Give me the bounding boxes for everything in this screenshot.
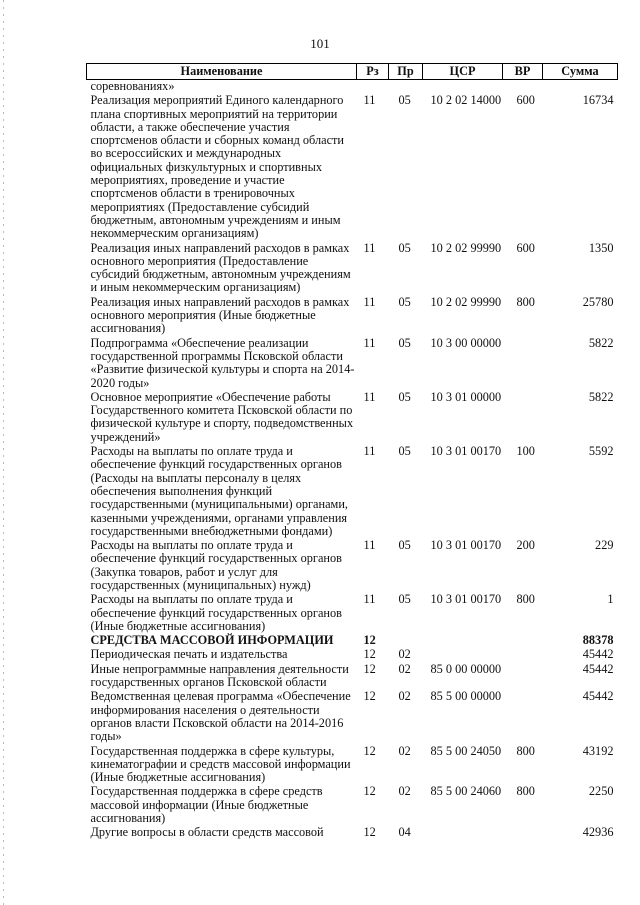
cell-sum	[543, 80, 618, 95]
cell-csr: 10 3 01 00170	[430, 538, 502, 553]
cell-rz: 11	[363, 389, 376, 404]
scan-edge	[3, 0, 4, 905]
cell-vr: 800	[516, 592, 535, 607]
cell-vr: 600	[516, 93, 535, 108]
cell-sum: 1350	[588, 240, 614, 255]
header-pr: Пр	[389, 64, 423, 80]
cell-pr: 05	[398, 389, 411, 404]
cell-sum: 45442	[582, 689, 614, 704]
cell-rz: 12	[363, 689, 376, 704]
cell-csr: 10 3 01 00000	[430, 389, 502, 404]
table-row	[87, 242, 618, 296]
cell-vr	[503, 391, 543, 445]
cell-name: Расходы на выплаты по оплате труда и обеспечение функций государственных органов (Закупка товаров, работ и услуг для государственных (муниципальных) нужд)	[90, 538, 342, 592]
cell-rz: 11	[363, 240, 376, 255]
table-row	[87, 826, 618, 840]
cell-pr	[389, 80, 423, 95]
table-row	[87, 296, 618, 337]
cell-name: соревнованиях»	[90, 79, 175, 93]
header-sum: Сумма	[543, 64, 618, 80]
cell-vr	[503, 648, 543, 662]
cell-rz: 11	[363, 93, 376, 108]
cell-name: Реализация иных направлений расходов в рамках основного мероприятия (Предоставление субсидий бюджетным, автономным учреждениям и иным некоммерческим организациям)	[90, 240, 351, 295]
cell-csr	[423, 634, 503, 648]
table-row	[87, 94, 618, 241]
cell-pr: 02	[398, 647, 411, 662]
cell-sum: 5592	[588, 444, 614, 459]
cell-sum: 5822	[588, 389, 614, 404]
table-row	[87, 445, 618, 539]
cell-vr: 600	[516, 240, 535, 255]
cell-csr	[423, 80, 503, 95]
cell-name: Реализация иных направлений расходов в рамках основного мероприятия (Иные бюджетные ассигнования)	[90, 294, 350, 336]
cell-rz: 12	[363, 647, 376, 662]
cell-name: Ведомственная целевая программа «Обеспечение информирования населения о деятельности органов власти Псковской области на 2014-2016 годы»	[90, 689, 351, 744]
cell-rz: 12	[363, 661, 376, 676]
cell-name: СРЕДСТВА МАССОВОЙ ИНФОРМАЦИИ	[90, 633, 334, 648]
cell-csr: 10 3 01 00170	[430, 444, 502, 459]
cell-rz	[357, 80, 389, 95]
cell-csr: 10 3 01 00170	[430, 592, 502, 607]
cell-pr: 04	[398, 825, 411, 840]
cell-sum: 2250	[588, 784, 614, 799]
cell-csr: 85 5 00 24060	[430, 784, 502, 799]
cell-vr	[503, 663, 543, 691]
cell-pr: 05	[398, 444, 411, 459]
cell-vr	[503, 826, 543, 840]
cell-csr: 10 2 02 99990	[430, 294, 502, 309]
cell-pr: 02	[398, 661, 411, 676]
cell-vr	[503, 634, 543, 648]
cell-vr: 100	[516, 444, 535, 459]
cell-csr: 85 5 00 00000	[430, 689, 502, 704]
cell-name: Основное мероприятие «Обеспечение работы Государственного комитета Псковской области по физической культуре и спорту, подведомственных учреждений»	[90, 389, 354, 444]
cell-vr	[503, 690, 543, 744]
table-row	[87, 593, 618, 634]
cell-rz: 11	[363, 538, 376, 553]
cell-name: Иные непрограммные направления деятельности государственных органов Псковской области	[90, 661, 349, 690]
cell-sum: 16734	[582, 93, 614, 108]
cell-csr: 10 2 02 14000	[430, 93, 502, 108]
cell-sum: 45442	[582, 661, 614, 676]
cell-rz: 11	[363, 294, 376, 309]
cell-rz: 11	[363, 335, 376, 350]
cell-name: Реализация мероприятий Единого календарного плана спортивных мероприятий на территории области, а также обеспечение участия спортсменов области и сборных команд области во всероссийских и международных официальных физкультурных и спортивных мероприятиях, проведение и участие спортсменов области в тренировочных мероприятиях (Предоставление субсидий бюджетным, автономным учреждениям и иным некоммерческим организациям)	[90, 93, 345, 241]
header-rz: Рз	[357, 64, 389, 80]
cell-rz: 12	[363, 633, 376, 648]
header-vr: ВР	[503, 64, 543, 80]
table-row	[87, 80, 618, 95]
cell-rz: 11	[363, 444, 376, 459]
cell-csr	[423, 648, 503, 662]
cell-pr: 05	[398, 538, 411, 553]
cell-name: Расходы на выплаты по оплате труда и обеспечение функций государственных органов (Расходы на выплаты персоналу в целях обеспечения выполнения функций государственными (муниципальными) органами, казенными учреждениями, органами управления государственными внебюджетными фондами)	[90, 444, 348, 538]
cell-sum: 1	[607, 592, 614, 607]
table-row	[87, 337, 618, 391]
cell-vr: 800	[516, 294, 535, 309]
table-row	[87, 785, 618, 826]
cell-name: Государственная поддержка в сфере культуры, кинематографии и средств массовой информации (Иные бюджетные ассигнования)	[90, 743, 351, 785]
header-csr: ЦСР	[423, 64, 503, 80]
cell-pr	[389, 634, 423, 648]
table-row	[87, 663, 618, 691]
cell-sum: 43192	[582, 743, 614, 758]
table-row	[87, 391, 618, 445]
header-name: Наименование	[87, 64, 357, 80]
cell-vr: 800	[516, 784, 535, 799]
cell-name: Другие вопросы в области средств массовой	[90, 825, 324, 840]
cell-csr: 85 0 00 00000	[430, 661, 502, 676]
cell-pr: 02	[398, 743, 411, 758]
cell-vr	[503, 337, 543, 391]
cell-sum: 5822	[588, 335, 614, 350]
cell-vr: 800	[516, 743, 535, 758]
cell-vr	[503, 80, 543, 95]
budget-table	[86, 63, 618, 841]
table-row	[87, 634, 618, 648]
cell-pr: 05	[398, 240, 411, 255]
cell-name: Государственная поддержка в сфере средств массовой информации (Иные бюджетные ассигнования)	[90, 784, 323, 826]
table-row	[87, 648, 618, 662]
table-header	[87, 64, 618, 80]
cell-pr: 02	[398, 689, 411, 704]
cell-sum: 45442	[582, 647, 614, 662]
cell-pr: 05	[398, 93, 411, 108]
cell-sum: 229	[595, 538, 614, 553]
cell-rz: 12	[363, 784, 376, 799]
page-number: 101	[310, 36, 330, 51]
cell-csr	[423, 826, 503, 840]
cell-rz: 11	[363, 592, 376, 607]
cell-sum: 25780	[582, 294, 614, 309]
cell-name: Периодическая печать и издательства	[90, 647, 288, 662]
cell-pr: 05	[398, 294, 411, 309]
cell-csr: 10 3 00 00000	[430, 335, 502, 350]
cell-sum: 88378	[582, 633, 614, 648]
cell-pr: 02	[398, 784, 411, 799]
cell-vr: 200	[516, 538, 535, 553]
cell-pr: 05	[398, 335, 411, 350]
cell-sum: 42936	[582, 825, 614, 840]
cell-name: Расходы на выплаты по оплате труда и обеспечение функций государственных органов (Иные бюджетные ассигнования)	[90, 592, 342, 633]
cell-pr: 05	[398, 592, 411, 607]
cell-rz: 12	[363, 825, 376, 840]
table-body	[87, 80, 618, 841]
cell-csr: 85 5 00 24050	[430, 743, 502, 758]
table-row	[87, 745, 618, 786]
cell-name: Подпрограмма «Обеспечение реализации государственной программы Псковской области «Развитие физической культуры и спорта на 2014-2020 годы»	[90, 335, 355, 390]
table-row	[87, 690, 618, 744]
table-row	[87, 539, 618, 593]
cell-rz: 12	[363, 743, 376, 758]
cell-csr: 10 2 02 99990	[430, 240, 502, 255]
